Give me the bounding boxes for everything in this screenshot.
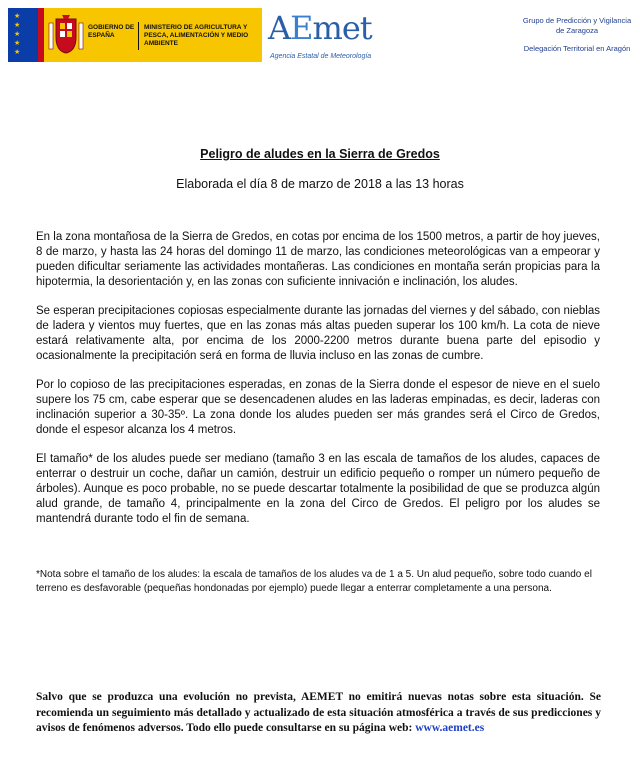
footer-notice [36, 690, 601, 737]
logo-divider [138, 22, 139, 50]
territorial-delegation-name: Delegación Territorial en Aragón [523, 44, 631, 53]
aemet-agency-name: Agencia Estatal de Meteorología [270, 53, 372, 60]
issuing-office [522, 16, 632, 63]
footer-text: Salvo que se produzca una evolución no prevista, AEMET no emitirá nuevas notas sobre esta situación. Se recomienda un seguimiento más detallado y actualizado de esta situación atmosférica a través de sus predicciones y avisos de fenómenos adversos. Todo ello puede consultarse en su página web: [36, 691, 601, 734]
avalanche-size-note: *Nota sobre el tamaño de los aludes: la escala de tamaños de los aludes va de 1 a 5. Un alud pequeño, sobre todo cuando el terreno es desfavorable (pequeñas hondonadas por ejemplo) puede llegar a enterrar completamente a una persona. [36, 569, 592, 594]
prediction-group-name: Grupo de Predicción y Vigilancia de Zaragoza [522, 16, 632, 35]
government-logo [8, 8, 262, 62]
ministry-name: MINISTERIO DE AGRICULTURA Y PESCA, ALIMENTACIÓN Y MEDIO AMBIENTE [144, 24, 249, 47]
eu-flag-strip [8, 8, 38, 62]
document-body [36, 230, 600, 541]
coat-of-arms-icon [48, 15, 84, 55]
body-paragraph: Por lo copioso de las precipitaciones esperadas, en zonas de la Sierra donde el espesor de nieve en el suelo supere los 75 cm, cabe esperar que se desencadenen aludes en las laderas empinadas, es decir, laderas con inclinación superior a 30-35º. La zona donde los aludes pueden ser más grandes será el Circo de Gredos, donde el espesor alcanza los 4 metros. [36, 379, 600, 436]
body-paragraph: Se esperan precipitaciones copiosas especialmente durante las jornadas del viernes y del sábado, con nieblas de ladera y vientos muy fuertes, que en las zonas más altas pueden superar los 100 km/h. La cota de nieve estará relativamente alta, por encima de los 2000-2200 metros durante buena parte del episodio y ocasionalmente la precipitación será en forma de lluvia incluso en las zonas de cumbre. [36, 305, 600, 362]
body-paragraph: En la zona montañosa de la Sierra de Gredos, en cotas por encima de los 1500 metros, a partir de hoy jueves, 8 de marzo, y hasta las 24 horas del domingo 11 de marzo, las condiciones meteorológicas van a empeorar y pueden dificultar seriamente las actividades montañeras. Las condiciones en montaña serán propicias para la hipotermia, la desorientación y, en las zonas con suficiente innivación e inclinación, los aludes. [36, 231, 600, 288]
document-title: Peligro de aludes en la Sierra de Gredos [200, 147, 440, 161]
document-date: Elaborada el día 8 de marzo de 2018 a las 13 horas [176, 177, 464, 191]
government-name: GOBIERNO DE ESPAÑA [88, 24, 135, 39]
eu-stars-icon: ★ ★ ★ ★ ★ [14, 12, 21, 56]
body-paragraph: El tamaño* de los aludes puede ser mediano (tamaño 3 en las escala de tamaños de los aludes, capaces de enterrar o destruir un coche, dañar un camión, destruir un edificio pequeño o romper un número pequeño de árboles). Aunque es poco probable, no se puede descartar totalmente la posibilidad de que se produzca algún alud grande, de tamaño 4, principalmente en la zona del Circo de Gredos. El peligro por los aludes se mantendrá durante todo el fin de semana. [36, 453, 600, 525]
aemet-wordmark: AEmet [268, 9, 372, 47]
aemet-website-link[interactable]: www.aemet.es [415, 722, 485, 734]
aemet-logo [268, 8, 384, 64]
document-header [0, 0, 640, 80]
spain-flag-strip [38, 8, 44, 62]
